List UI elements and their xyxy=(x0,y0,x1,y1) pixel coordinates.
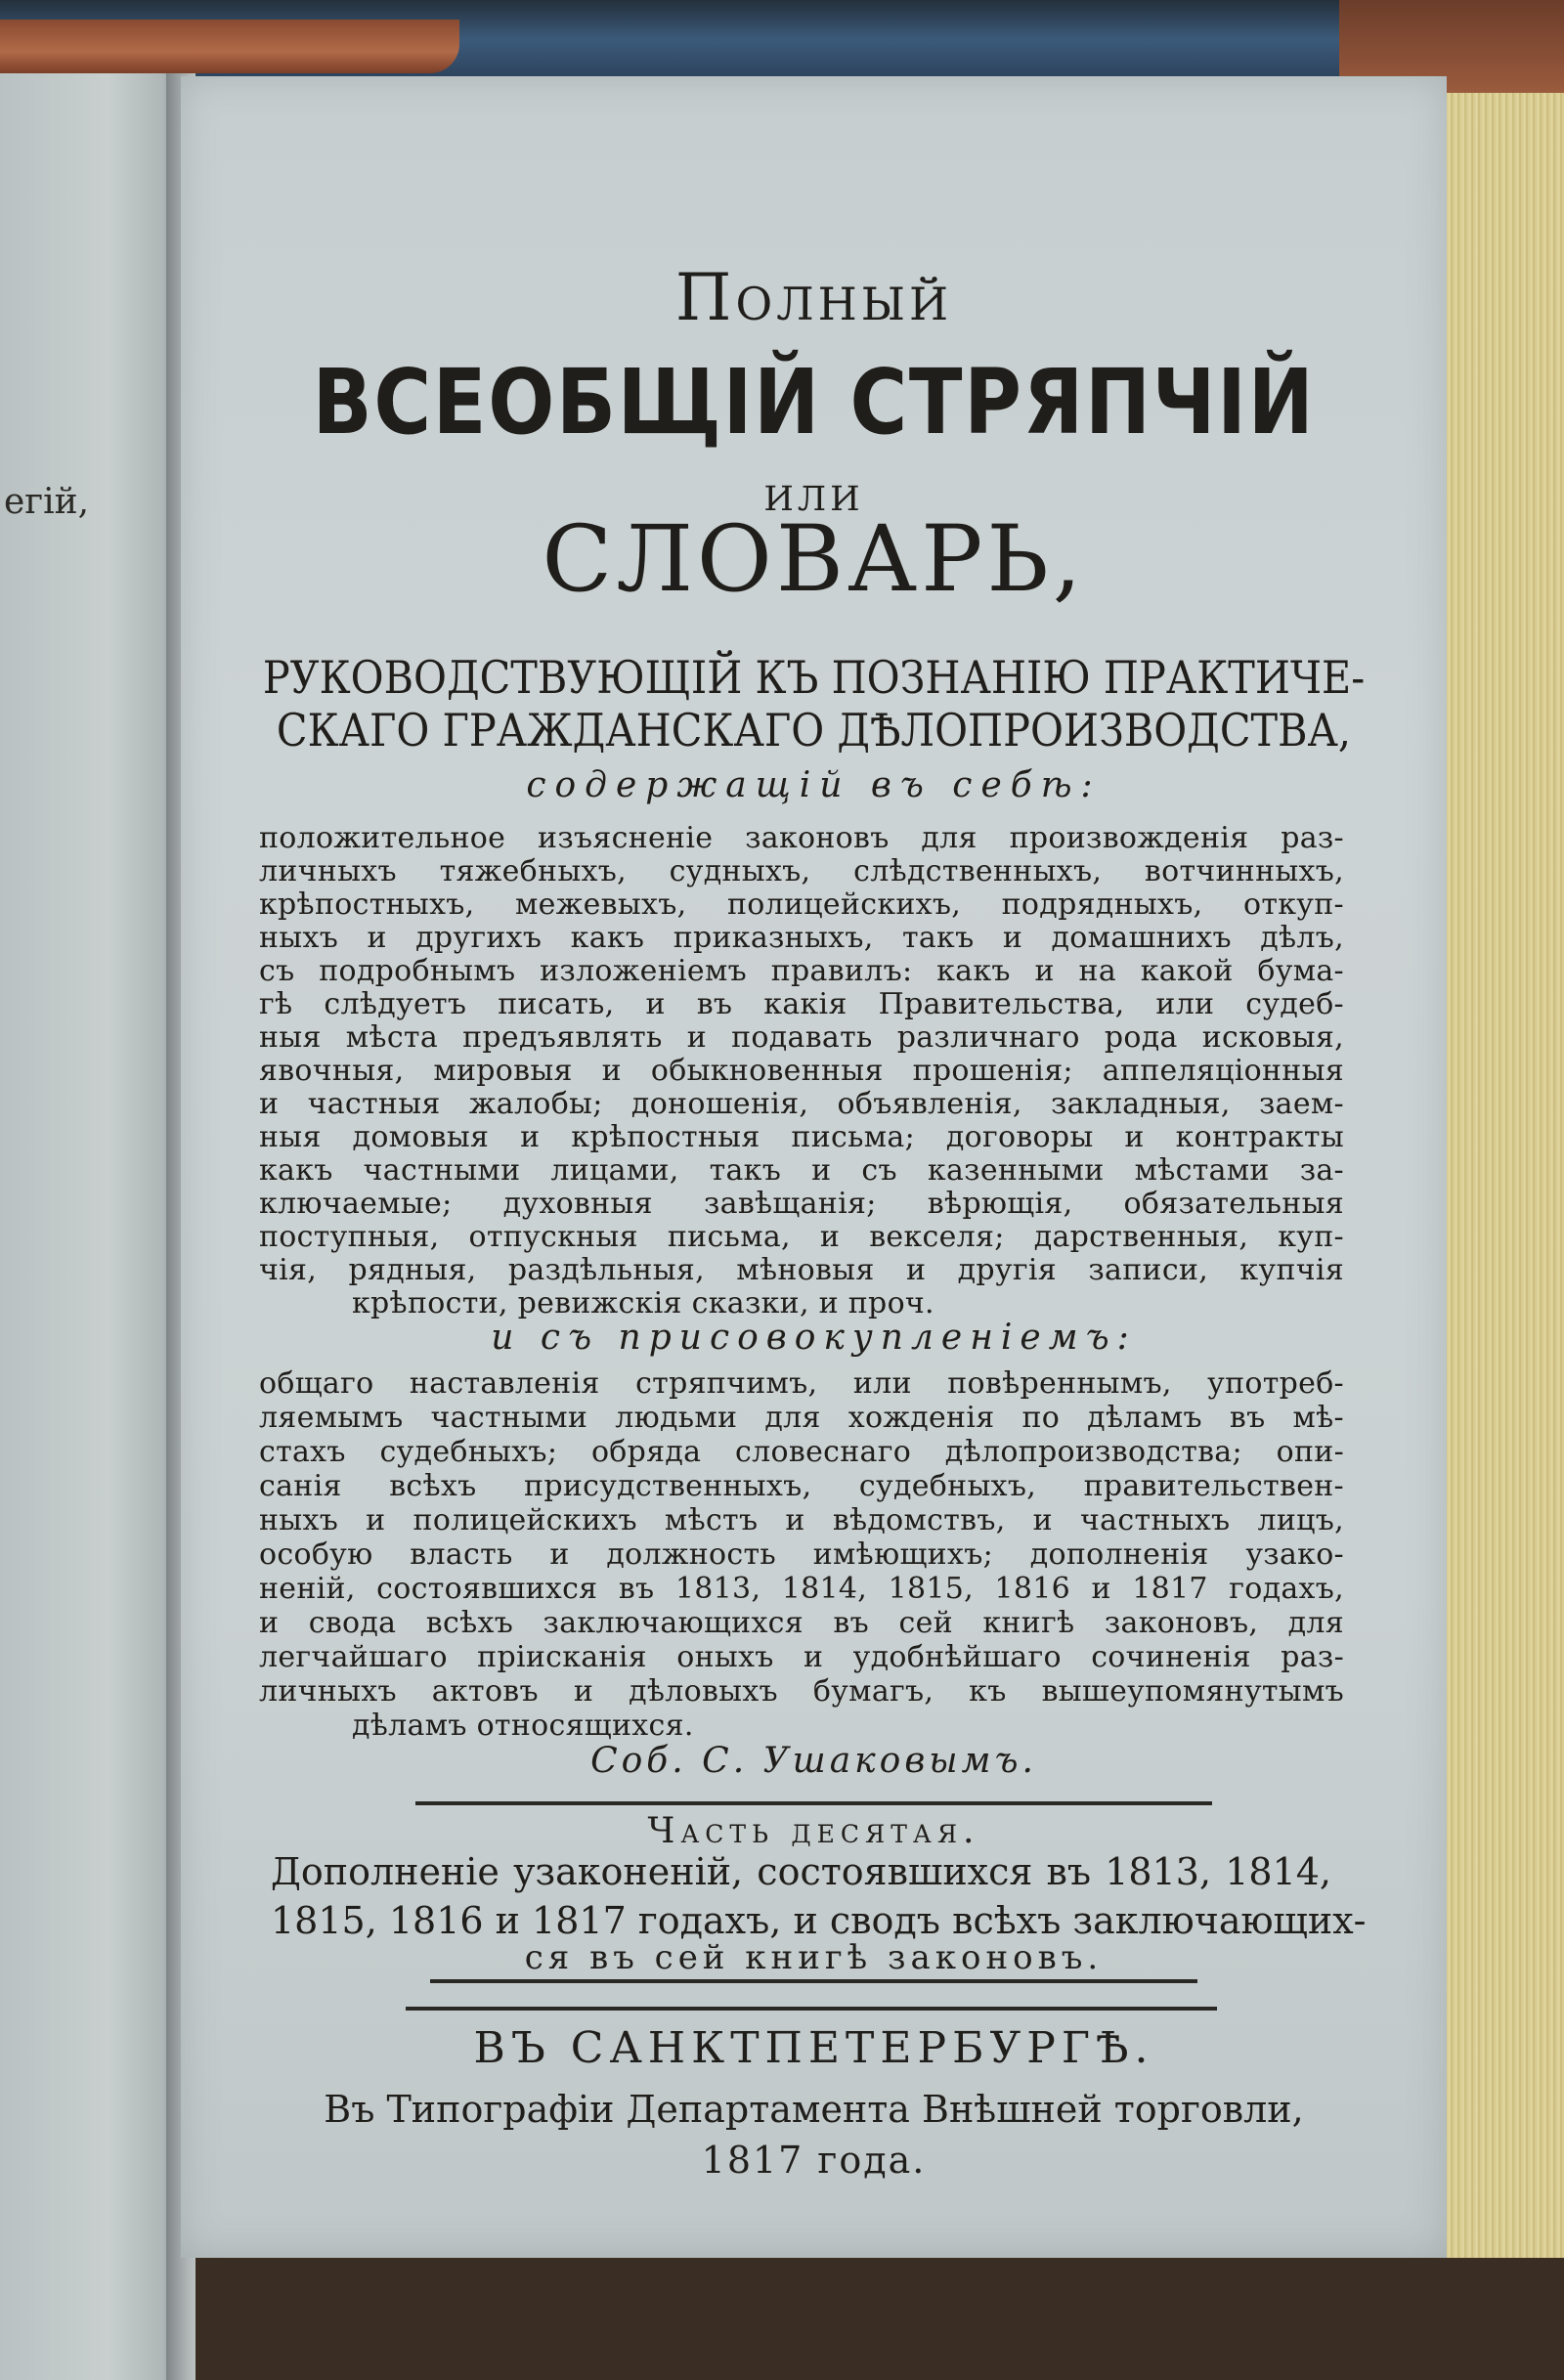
contents-line: положительное изъясненіе законовъ для произвожденія раз- xyxy=(259,821,1344,855)
title-line-3: или xyxy=(763,465,864,522)
appendix-line: санія всѣхъ присудственныхъ, судебныхъ, правительствен- xyxy=(259,1469,1344,1503)
contents-line: ныхъ и другихъ какъ приказныхъ, такъ и домашнихъ дѣлъ, xyxy=(259,921,1344,955)
left-page xyxy=(0,73,181,2380)
contents-heading: содержащій въ себѣ: xyxy=(526,765,1102,805)
contents-line: и частныя жалобы; доношенія, объявленія, закладныя, заем- xyxy=(259,1087,1344,1121)
title-line-4: СЛОВАРЬ, xyxy=(542,506,1086,613)
contents-line: личныхъ тяжебныхъ, судныхъ, слѣдственныхъ, вотчинныхъ, xyxy=(259,854,1344,888)
leather-spine-left xyxy=(0,20,459,73)
appendix-line: стахъ судебныхъ; обряда словеснаго дѣлопроизводства; опи- xyxy=(259,1435,1344,1469)
title-line-2: ВСЕОБЩІЙ СТРЯПЧІЙ xyxy=(312,350,1316,454)
appendix-line: личныхъ актовъ и дѣловыхъ бумагъ, къ вышеупомянутымъ xyxy=(259,1674,1344,1709)
appendix-line: легчайшаго пріисканія оныхъ и удобнѣйшаго сочиненія раз- xyxy=(259,1640,1344,1674)
appendix-line: неній, состоявшихся въ 1813, 1814, 1815, 1816 и 1817 годахъ, xyxy=(259,1572,1344,1606)
contents-line: ныя мѣста предъявлять и подавать различнаго рода исковыя, xyxy=(259,1020,1344,1055)
divider-rule xyxy=(430,1979,1197,1983)
subtitle-line-1: РУКОВОДСТВУЮЩІЙ КЪ ПОЗНАНІЮ ПРАКТИЧЕ- xyxy=(262,651,1366,704)
appendix-line: общаго наставленія стряпчимъ, или повѣреннымъ, употреб- xyxy=(259,1366,1344,1401)
divider-rule xyxy=(406,2007,1217,2011)
appendix-line: и свода всѣхъ заключающихся въ сей книгѣ законовъ, для xyxy=(259,1606,1344,1640)
appendix-line: ныхъ и полицейскихъ мѣстъ и вѣдомствъ, и частныхъ лицъ, xyxy=(259,1503,1344,1537)
page-edges xyxy=(1447,93,1564,2258)
left-page-text-fragment: егій, xyxy=(4,482,90,522)
contents-line: крѣпости, ревижскія сказки, и проч. xyxy=(352,1286,934,1320)
contents-line: ныя домовыя и крѣпостныя письма; договоры и контракты xyxy=(259,1120,1344,1154)
imprint-city: ВЪ САНКТПЕТЕРБУРГѢ. xyxy=(473,2023,1154,2073)
contents-line: крѣпостныхъ, межевыхъ, полицейскихъ, подрядныхъ, откуп- xyxy=(259,887,1344,922)
author-credit: Соб. С. Ушаковымъ. xyxy=(590,1741,1037,1781)
contents-line: гѣ слѣдуетъ писать, и въ какія Правительства, или судеб- xyxy=(259,987,1344,1021)
imprint-printer: Въ Типографіи Департамента Внѣшней торговли, xyxy=(324,2088,1304,2131)
contents-line: чія, рядныя, раздѣльныя, мѣновыя и другія записи, купчія xyxy=(259,1253,1344,1287)
imprint-year: 1817 года. xyxy=(701,2139,927,2182)
title-line-1: Полный xyxy=(674,260,953,335)
part-description-line-2: 1815, 1816 и 1817 годахъ, и сводъ всѣхъ заключающих- xyxy=(271,1899,1367,1942)
appendix-line: особую власть и должность имѣющихъ; дополненія узако- xyxy=(259,1537,1344,1572)
subtitle-line-2: СКАГО ГРАЖДАНСКАГО ДѢЛОПРОИЗВОДСТВА, xyxy=(276,704,1352,757)
title-page xyxy=(181,76,1447,2258)
appendix-line: дѣламъ относящихся. xyxy=(352,1709,694,1743)
divider-rule xyxy=(415,1801,1212,1805)
part-description-line-3: ся въ сей книгѣ законовъ. xyxy=(524,1938,1104,1977)
appendix-heading: и съ присовокупленіемъ: xyxy=(491,1318,1137,1358)
contents-line: поступныя, отпускныя письма, и векселя; дарственныя, куп- xyxy=(259,1220,1344,1254)
contents-line: съ подробнымъ изложеніемъ правилъ: какъ и на какой бума- xyxy=(259,954,1344,988)
part-title: Часть десятая. xyxy=(647,1811,980,1851)
part-description-line-1: Дополненіе узаконеній, состоявшихся въ 1813, 1814, xyxy=(271,1850,1331,1893)
contents-line: ключаемые; духовныя завѣщанія; вѣрющія, обязательныя xyxy=(259,1187,1344,1221)
contents-line: явочныя, мировыя и обыкновенныя прошенія; аппеляціонныя xyxy=(259,1054,1344,1088)
appendix-line: ляемымъ частными людьми для хожденія по дѣламъ въ мѣ- xyxy=(259,1401,1344,1435)
contents-line: какъ частными лицами, такъ и съ казенными мѣстами за- xyxy=(259,1153,1344,1188)
